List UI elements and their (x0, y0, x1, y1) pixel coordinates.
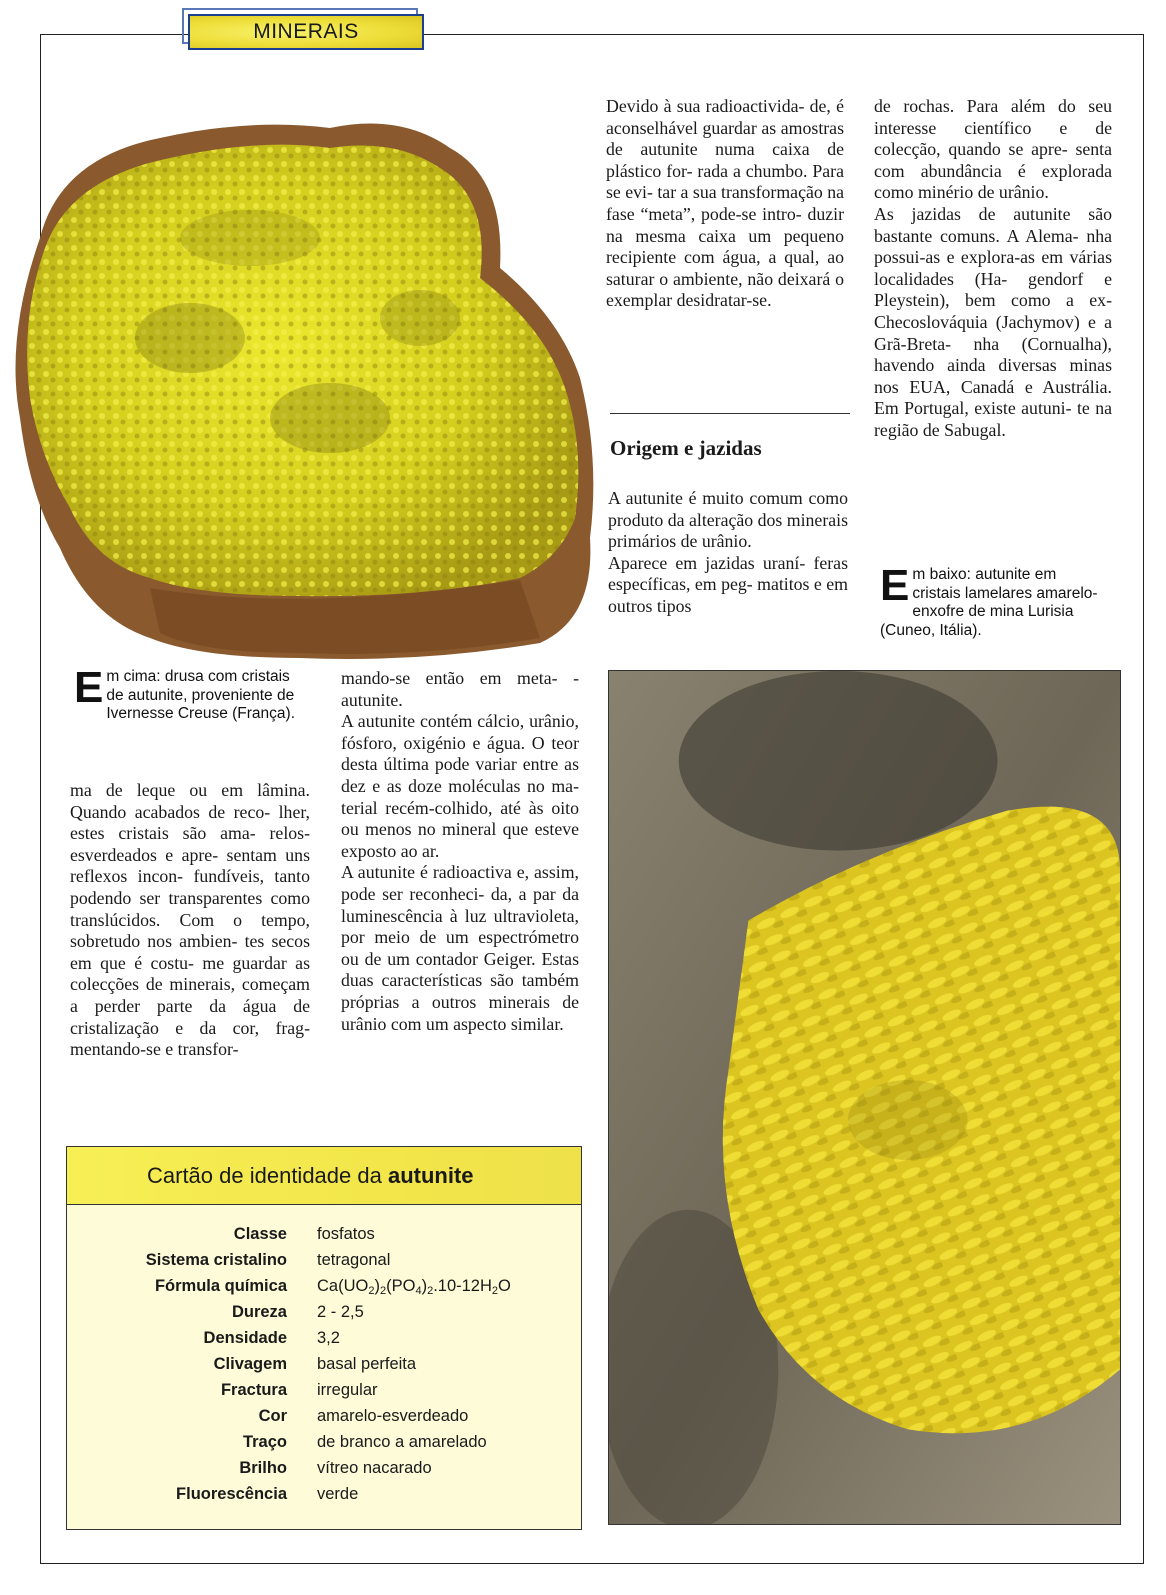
mineral-photo-top (0, 118, 600, 663)
id-card-row (67, 1455, 581, 1481)
id-card-label: Clivagem (213, 1355, 287, 1373)
id-card-row (67, 1351, 581, 1377)
paragraph: mando-se então em meta- -autunite. (341, 668, 579, 710)
id-card-row (67, 1247, 581, 1273)
id-card-label: Brilho (239, 1459, 287, 1477)
paragraph: ma de leque ou em lâmina. Quando acabados de reco- lher, estes cristais são ama- relos-esverdeados e apre- sentam uns reflexos incon- fundíveis, tanto podendo ser transparentes como translúcidos. Com o tempo, sobretudo nos ambien- tes secos em que é costu- me guardar as colecções de minerais, começam a perder parte da água de cristalização e da cor, frag- mentando-se e transfor- (70, 780, 310, 1060)
paragraph: A autunite contém cálcio, urânio, fósforo, oxigénio e água. O teor desta última pode variar entre as dez e as doze moléculas no ma- terial recém-colhido, até às oito ou menos no mineral que esteve exposto ao ar. (341, 711, 579, 861)
id-card-label: Dureza (231, 1303, 287, 1321)
text-column-origem (608, 488, 848, 618)
id-card-value: $Ca(UO_2)_2(PO_4)_2.10-12H_2O$ (317, 1277, 511, 1297)
paragraph: de rochas. Para além do seu interesse científico e de colecção, quando se apre- senta com abundância é explorada como minério de urânio. (874, 96, 1112, 203)
id-card-row (67, 1429, 581, 1455)
id-card-label: Traço (242, 1433, 287, 1451)
caption-top (74, 663, 304, 724)
id-card-value: verde (317, 1485, 359, 1503)
id-card-row (67, 1299, 581, 1325)
section-tag: MINERAIS (188, 14, 424, 50)
id-card-rows (67, 1221, 581, 1507)
id-card-value: tetragonal (317, 1251, 391, 1269)
id-card-label: Fluorescência (176, 1485, 287, 1503)
id-card-label: Cor (258, 1407, 287, 1425)
id-card-value: fosfatos (317, 1225, 375, 1243)
caption-top-initial: E (74, 663, 104, 712)
id-card-label: Classe (233, 1225, 287, 1243)
mineral-photo-bottom (608, 670, 1121, 1525)
id-card-value: irregular (317, 1381, 378, 1399)
id-card-row (67, 1325, 581, 1351)
text-column-left-bottom (70, 780, 310, 1061)
id-card-value: 3,2 (317, 1329, 340, 1347)
caption-bottom-initial: E (880, 561, 910, 610)
id-card-label: Sistema cristalino (145, 1251, 287, 1269)
caption-bottom-text: m baixo: autunite em cristais lamelares amarelo-enxofre de mina Lurisia (Cuneo, Itália). (880, 566, 1098, 639)
id-card-title-prefix: Cartão de identidade da (147, 1163, 382, 1188)
id-card-row (67, 1403, 581, 1429)
section-heading: Origem e jazidas (610, 436, 762, 460)
id-card-value: 2 - 2,5 (317, 1303, 364, 1321)
caption-top-text: m cima: drusa com cristais de autunite, proveniente de Ivernesse Creuse (França). (106, 668, 296, 722)
id-card (66, 1146, 582, 1530)
id-card-value: de branco a amarelado (317, 1433, 487, 1451)
id-card-row (67, 1481, 581, 1507)
id-card-title-mineral: autunite (387, 1163, 474, 1188)
paragraph: Aparece em jazidas uraní- feras específicas, em peg- matitos e em outros tipos (608, 552, 848, 616)
id-card-row (67, 1221, 581, 1247)
id-card-label: Fórmula química (154, 1277, 287, 1295)
id-card-title (67, 1147, 581, 1205)
paragraph: Devido à sua radioactivida- de, é aconselhável guardar as amostras de autunite numa caixa de plástico for- rada a chumbo. Para se evi- tar a sua transformação na fase “meta”, pode-se intro- duzir na mesma caixa um pequeno recipiente com água, a qual, ao saturar o ambiente, não deixará o exemplar desidratar-se. (606, 96, 844, 311)
text-column-right-top (606, 96, 844, 312)
text-column-middle-bottom (341, 668, 579, 1035)
paragraph: A autunite é muito comum como produto da alteração dos minerais primários de urânio. (608, 488, 848, 552)
id-card-row (67, 1273, 581, 1299)
id-card-label: Fractura (220, 1381, 287, 1399)
id-card-value: vítreo nacarado (317, 1459, 432, 1477)
paragraph: A autunite é radioactiva e, assim, pode ser reconheci- da, a par da luminescência à luz ultravioleta, por meio de um espectrómetro ou de um contador Geiger. Estas duas características são também próprias a outros minerais de urânio com um aspecto similar. (341, 862, 579, 1034)
section-divider (610, 413, 850, 414)
id-card-row (67, 1377, 581, 1403)
id-card-value: amarelo-esverdeado (317, 1407, 469, 1425)
caption-bottom (880, 561, 1100, 640)
paragraph: As jazidas de autunite são bastante comuns. A Alema- nha possui-as e explora-as em várias localidades (Ha- gendorf e Pleystein), bem como a ex-Checoslováquia (Jachymov) e a Grã-Breta- nha (Cornualha), havendo ainda diversas minas nos EUA, Canadá e Austrália. Em Portugal, existe autuni- te na região de Sabugal. (874, 203, 1112, 440)
text-column-far-right (874, 96, 1112, 442)
id-card-value: basal perfeita (317, 1355, 417, 1373)
id-card-label: Densidade (203, 1329, 287, 1347)
